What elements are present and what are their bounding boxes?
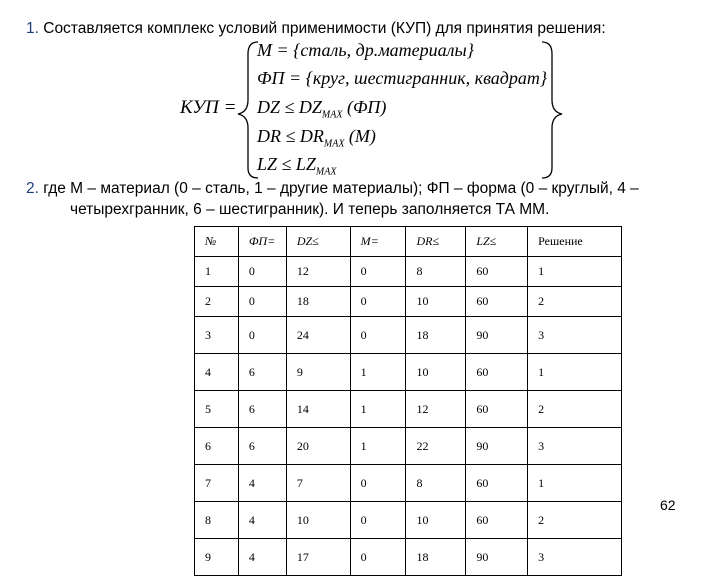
table-cell: 20 [286,428,350,465]
header-cell: M= [350,227,406,257]
header-cell: Решение [528,227,622,257]
table-cell: 90 [466,539,528,576]
table-cell: 0 [350,317,406,354]
table-cell: 5 [195,391,239,428]
table-cell: 8 [406,257,466,287]
table-cell: 1 [528,354,622,391]
dz-sub-max: MAX [321,109,343,121]
dr-condition: DR ≤ DR [257,126,324,146]
table-cell: 60 [466,257,528,287]
formula-row-dz [257,97,386,121]
header-cell: LZ≤ [466,227,528,257]
table-cell: 3 [528,428,622,465]
table-cell: 10 [406,287,466,317]
header-cell: DZ≤ [286,227,350,257]
table-cell: 1 [350,354,406,391]
heading-text: Составляется комплекс условий применимости (КУП) для принятия решения: [38,20,606,37]
formula-lhs: КУП = [180,97,237,118]
table-cell: 60 [466,354,528,391]
table-cell: 8 [406,465,466,502]
table-cell: 2 [528,287,622,317]
table-cell: 0 [350,257,406,287]
table-row [195,257,622,287]
table-cell: 0 [238,317,286,354]
table-row [195,465,622,502]
table-row [195,287,622,317]
table-cell: 9 [286,354,350,391]
dr-tail: (M) [344,126,376,146]
right-brace [542,42,562,178]
table-cell: 9 [195,539,239,576]
table-cell: 1 [350,428,406,465]
table-cell: 10 [406,354,466,391]
table-row [195,539,622,576]
table-cell: 3 [528,317,622,354]
table-cell: 0 [350,287,406,317]
table-cell: 8 [195,502,239,539]
table-cell: 18 [406,539,466,576]
table-cell: 6 [238,428,286,465]
table-row [195,317,622,354]
table-cell: 10 [286,502,350,539]
decision-table [194,226,622,576]
lz-sub-max: MAX [315,166,337,178]
table-cell: 14 [286,391,350,428]
kup-formula [180,40,560,180]
table-cell: 90 [466,428,528,465]
table-row [195,354,622,391]
dz-tail: (ФП) [342,97,387,117]
table-cell: 4 [238,502,286,539]
table-cell: 6 [195,428,239,465]
header-cell: DR≤ [406,227,466,257]
table-cell: 3 [195,317,239,354]
header-cell: № [195,227,239,257]
table-cell: 4 [195,354,239,391]
paragraph-line-2: четырехгранник, 6 – шестигранник). И теперь заполняется ТА ММ. [70,201,550,218]
table-cell: 3 [528,539,622,576]
table-cell: 12 [406,391,466,428]
paragraph-line-1 [26,180,639,198]
table-cell: 0 [350,465,406,502]
table-cell: 7 [195,465,239,502]
table-cell: 2 [528,391,622,428]
table-cell: 6 [238,391,286,428]
table-cell: 1 [350,391,406,428]
table-cell: 1 [528,257,622,287]
table-row [195,502,622,539]
table-cell: 6 [238,354,286,391]
dz-condition: DZ ≤ DZ [257,97,322,117]
table-cell: 0 [350,539,406,576]
left-brace [238,42,258,178]
formula-row-lz [257,154,336,178]
page-number: 62 [660,497,676,513]
formula-row-material: M = {сталь, др.материалы} [257,40,474,60]
table-cell: 60 [466,465,528,502]
table-cell: 1 [528,465,622,502]
table-header-row [195,227,622,257]
table-cell: 60 [466,287,528,317]
lz-condition: LZ ≤ LZ [257,154,316,174]
table-cell: 60 [466,502,528,539]
table-cell: 24 [286,317,350,354]
header-cell: ФП= [238,227,286,257]
table-cell: 10 [406,502,466,539]
table-cell: 12 [286,257,350,287]
dr-sub-max: MAX [323,138,345,150]
table-cell: 60 [466,391,528,428]
heading-number: 1. [26,20,39,37]
table-cell: 0 [350,502,406,539]
paragraph-number: 2. [26,180,39,197]
formula-row-shape: ФП = {круг, шестигранник, квадрат} [257,68,548,88]
table-cell: 2 [528,502,622,539]
table-cell: 0 [238,257,286,287]
table-cell: 4 [238,539,286,576]
table-row [195,391,622,428]
table-cell: 18 [406,317,466,354]
table-cell: 18 [286,287,350,317]
paragraph-text-1: где М – материал (0 – сталь, 1 – другие материалы); ФП – форма (0 – круглый, 4 – [38,180,639,197]
heading-line [26,20,606,38]
table-cell: 7 [286,465,350,502]
table-cell: 90 [466,317,528,354]
table-row [195,428,622,465]
table-cell: 4 [238,465,286,502]
table-cell: 0 [238,287,286,317]
table-cell: 1 [195,257,239,287]
table-cell: 2 [195,287,239,317]
table-cell: 17 [286,539,350,576]
table-cell: 22 [406,428,466,465]
formula-row-dr [257,126,376,150]
